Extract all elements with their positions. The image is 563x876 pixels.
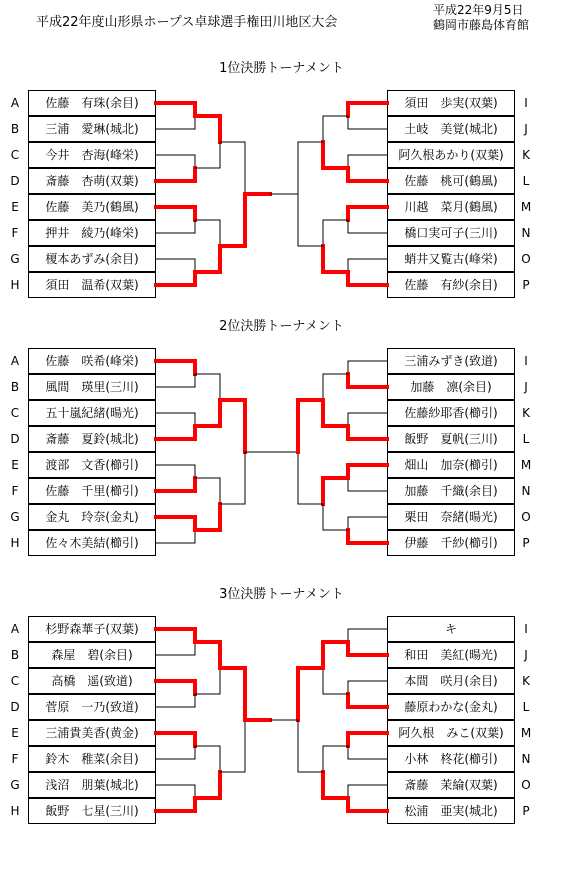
player-entry: 三浦 愛琳(城北) bbox=[28, 116, 156, 142]
player-entry: 五十嵐紀緒(暘光) bbox=[28, 400, 156, 426]
seed-letter: G bbox=[10, 778, 20, 792]
seed-letter: P bbox=[522, 536, 530, 550]
seed-letter: H bbox=[10, 278, 20, 292]
seed-letter: C bbox=[10, 674, 20, 688]
section-heading: 2位決勝トーナメント bbox=[219, 319, 344, 334]
seed-letter: P bbox=[522, 278, 530, 292]
player-entry: 風間 瑛里(三川) bbox=[28, 374, 156, 400]
player-entry: 須田 温希(双葉) bbox=[28, 272, 156, 298]
player-entry: 松浦 亜実(城北) bbox=[387, 798, 515, 824]
seed-letter: M bbox=[520, 200, 532, 214]
player-entry: 金丸 玲奈(金丸) bbox=[28, 504, 156, 530]
player-entry: 浅沼 朋葉(城北) bbox=[28, 772, 156, 798]
seed-letter: M bbox=[520, 726, 532, 740]
seed-letter: O bbox=[521, 252, 531, 266]
player-entry: 和田 美紅(暘光) bbox=[387, 642, 515, 668]
seed-letter: D bbox=[10, 700, 20, 714]
player-entry: 飯野 夏帆(三川) bbox=[387, 426, 515, 452]
player-entry: 川越 菜月(鶴風) bbox=[387, 194, 515, 220]
section-heading: 1位決勝トーナメント bbox=[219, 61, 344, 76]
player-entry: 森屋 碧(余目) bbox=[28, 642, 156, 668]
seed-letter: E bbox=[11, 200, 19, 214]
seed-letter: K bbox=[522, 148, 530, 162]
player-entry: 伊藤 千紗(櫛引) bbox=[387, 530, 515, 556]
player-entry: 佐藤 千里(櫛引) bbox=[28, 478, 156, 504]
seed-letter: F bbox=[11, 226, 19, 240]
seed-letter: I bbox=[524, 354, 528, 368]
seed-letter: E bbox=[11, 458, 19, 472]
seed-letter: C bbox=[10, 148, 20, 162]
seed-letter: L bbox=[522, 174, 530, 188]
seed-letter: O bbox=[521, 510, 531, 524]
seed-letter: B bbox=[10, 122, 20, 136]
seed-letter: H bbox=[10, 536, 20, 550]
player-entry: 佐藤 有珠(余目) bbox=[28, 90, 156, 116]
seed-letter: N bbox=[521, 752, 531, 766]
seed-letter: D bbox=[10, 174, 20, 188]
player-entry: 畑山 加奈(櫛引) bbox=[387, 452, 515, 478]
seed-letter: B bbox=[10, 380, 20, 394]
player-entry: 杉野森華子(双葉) bbox=[28, 616, 156, 642]
seed-letter: I bbox=[524, 96, 528, 110]
date-venue bbox=[433, 3, 529, 33]
player-entry: 渡部 文香(櫛引) bbox=[28, 452, 156, 478]
player-entry: 阿久根 みこ(双葉) bbox=[387, 720, 515, 746]
seed-letter: L bbox=[522, 432, 530, 446]
seed-letter: G bbox=[10, 510, 20, 524]
player-entry: 榎本あずみ(余目) bbox=[28, 246, 156, 272]
seed-letter: K bbox=[522, 406, 530, 420]
player-entry: 阿久根あかり(双葉) bbox=[387, 142, 515, 168]
section-heading: 3位決勝トーナメント bbox=[219, 587, 344, 602]
seed-letter: N bbox=[521, 484, 531, 498]
player-entry: 押井 綾乃(峰栄) bbox=[28, 220, 156, 246]
seed-letter: D bbox=[10, 432, 20, 446]
player-entry: 本間 咲月(余目) bbox=[387, 668, 515, 694]
seed-letter: P bbox=[522, 804, 530, 818]
player-entry: 三浦みずき(致道) bbox=[387, 348, 515, 374]
seed-letter: K bbox=[522, 674, 530, 688]
seed-letter: J bbox=[524, 648, 528, 662]
seed-letter: H bbox=[10, 804, 20, 818]
seed-letter: A bbox=[10, 622, 20, 636]
date-line: 平成22年9月5日 bbox=[433, 3, 524, 17]
player-entry: 須田 歩実(双葉) bbox=[387, 90, 515, 116]
player-entry: 加藤 千織(余目) bbox=[387, 478, 515, 504]
seed-letter: M bbox=[520, 458, 532, 472]
seed-letter: L bbox=[522, 700, 530, 714]
player-entry: 蛸井又覧古(峰栄) bbox=[387, 246, 515, 272]
player-entry: 土岐 美覚(城北) bbox=[387, 116, 515, 142]
player-entry: 菅原 一乃(致道) bbox=[28, 694, 156, 720]
player-entry: 飯野 七星(三川) bbox=[28, 798, 156, 824]
player-entry: 佐藤 美乃(鶴風) bbox=[28, 194, 156, 220]
seed-letter: B bbox=[10, 648, 20, 662]
player-entry: 鈴木 稚菜(余目) bbox=[28, 746, 156, 772]
player-entry: 斎藤 夏鈴(城北) bbox=[28, 426, 156, 452]
player-entry: 藤原わかな(金丸) bbox=[387, 694, 515, 720]
seed-letter: O bbox=[521, 778, 531, 792]
bracket-lines bbox=[0, 90, 563, 305]
player-entry: キ bbox=[387, 616, 515, 642]
player-entry: 斎藤 杏萌(双葉) bbox=[28, 168, 156, 194]
seed-letter: E bbox=[11, 726, 19, 740]
bracket-section-1 bbox=[0, 61, 563, 350]
bracket-lines bbox=[0, 348, 563, 563]
venue-line: 鶴岡市藤島体育館 bbox=[433, 18, 530, 32]
seed-letter: G bbox=[10, 252, 20, 266]
player-entry: 栗田 奈緒(暘光) bbox=[387, 504, 515, 530]
player-entry: 佐藤紗耶香(櫛引) bbox=[387, 400, 515, 426]
seed-letter: J bbox=[524, 380, 528, 394]
player-entry: 三浦貴美香(黄金) bbox=[28, 720, 156, 746]
bracket-lines bbox=[0, 616, 563, 831]
tournament-title: 平成22年度山形県ホープス卓球選手権田川地区大会 bbox=[36, 15, 338, 30]
seed-letter: A bbox=[10, 96, 20, 110]
seed-letter: C bbox=[10, 406, 20, 420]
player-entry: 今井 杏海(峰栄) bbox=[28, 142, 156, 168]
player-entry: 斎藤 茉綸(双葉) bbox=[387, 772, 515, 798]
seed-letter: N bbox=[521, 226, 531, 240]
bracket-section-3 bbox=[0, 587, 563, 876]
player-entry: 佐藤 有紗(余目) bbox=[387, 272, 515, 298]
bracket-section-2 bbox=[0, 319, 563, 608]
seed-letter: F bbox=[11, 752, 19, 766]
player-entry: 佐藤 咲希(峰栄) bbox=[28, 348, 156, 374]
seed-letter: I bbox=[524, 622, 528, 636]
player-entry: 小林 柊花(櫛引) bbox=[387, 746, 515, 772]
player-entry: 佐藤 桃可(鶴風) bbox=[387, 168, 515, 194]
player-entry: 高橋 遥(致道) bbox=[28, 668, 156, 694]
player-entry: 橋口実可子(三川) bbox=[387, 220, 515, 246]
player-entry: 佐々木美結(櫛引) bbox=[28, 530, 156, 556]
seed-letter: J bbox=[524, 122, 528, 136]
player-entry: 加藤 凛(余目) bbox=[387, 374, 515, 400]
seed-letter: F bbox=[11, 484, 19, 498]
seed-letter: A bbox=[10, 354, 20, 368]
